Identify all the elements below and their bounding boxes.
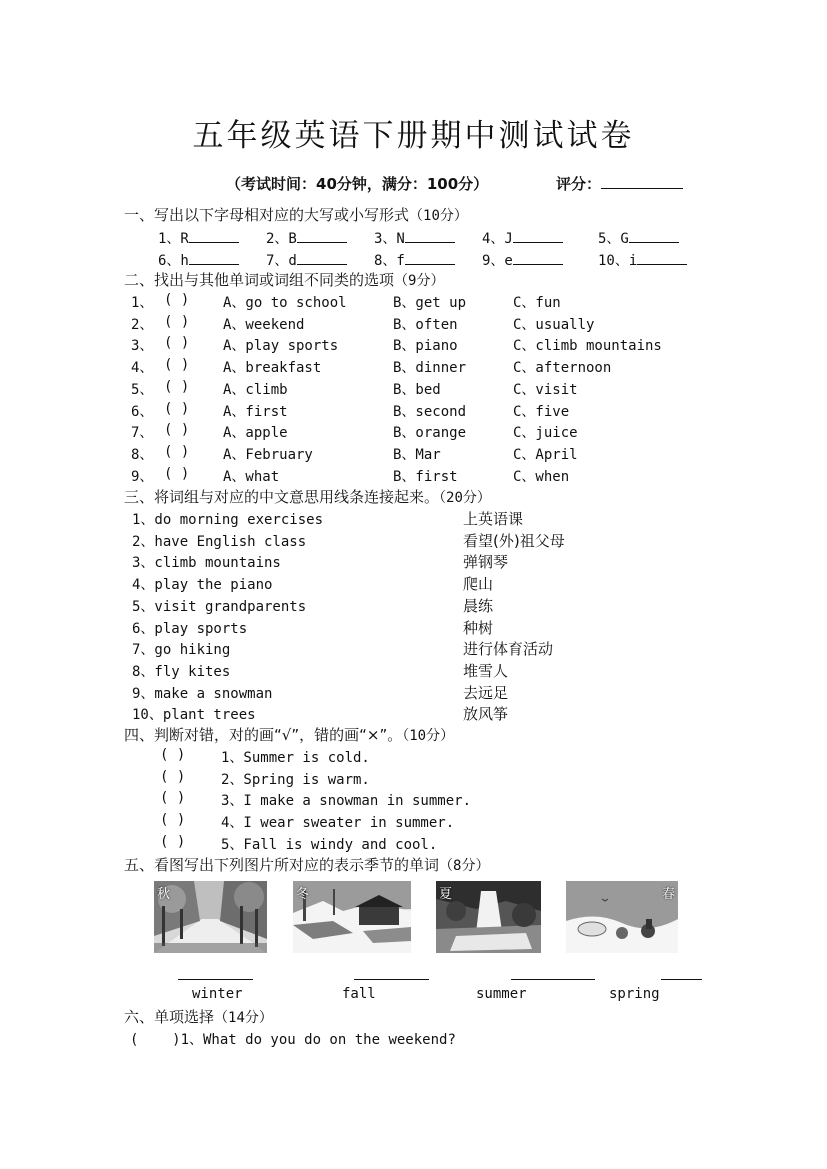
question-number: 5、 <box>131 381 154 398</box>
option-b: B、get up <box>393 295 467 311</box>
option-a: A、go to school <box>223 295 347 311</box>
question-number: 4、 <box>131 360 154 377</box>
option-a: A、play sports <box>223 338 339 355</box>
option-b: B、Mar <box>393 446 441 463</box>
tf-statement: 3、I make a snowman in summer. <box>221 793 472 810</box>
tf-answer-paren[interactable]: ( ) <box>160 790 186 807</box>
option-a: A、breakfast <box>223 360 322 377</box>
letter-text: 8、f <box>374 253 405 269</box>
letter-text: 3、N <box>374 231 405 247</box>
letter-item <box>598 228 679 248</box>
answer-blank-1[interactable] <box>178 979 253 980</box>
letter-text: 6、h <box>158 253 189 269</box>
match-english-item[interactable]: 8、fly kites <box>132 663 231 680</box>
answer-paren[interactable]: ( ) <box>164 357 190 374</box>
option-c: C、afternoon <box>513 360 612 377</box>
season-word-3: summer <box>476 986 527 1002</box>
letter-item <box>374 228 455 248</box>
letter-text: 1、R <box>158 231 189 247</box>
answer-paren[interactable]: ( ) <box>164 292 190 308</box>
answer-blank-2[interactable] <box>354 979 429 980</box>
tf-answer-paren[interactable]: ( ) <box>160 768 186 785</box>
option-a: A、apple <box>223 425 288 442</box>
picture-label-spring: 春 <box>661 887 675 902</box>
letter-blank[interactable] <box>405 250 455 265</box>
match-english-item[interactable]: 4、play the piano <box>132 577 273 594</box>
option-c: C、usually <box>513 316 595 333</box>
match-chinese-item[interactable]: 爬山 <box>463 575 494 594</box>
option-a: A、climb <box>223 381 288 398</box>
answer-paren[interactable]: ( ) <box>164 465 190 482</box>
option-c: C、five <box>513 403 570 420</box>
section-3-heading: 三、将词组与对应的中文意思用线条连接起来。（20分） <box>124 488 491 506</box>
option-b: B、first <box>393 468 458 485</box>
option-c: C、visit <box>513 381 578 398</box>
tf-statement: 1、Summer is cold. <box>221 750 370 766</box>
tf-statement: 4、I wear sweater in summer. <box>221 815 455 832</box>
option-b: B、often <box>393 316 458 333</box>
answer-paren[interactable]: ( ) <box>164 335 190 352</box>
match-chinese-item[interactable]: 堆雪人 <box>463 661 509 680</box>
summer-waterfall-photo <box>436 881 541 953</box>
answer-paren[interactable]: ( ) <box>164 378 190 395</box>
letter-item <box>598 250 687 270</box>
letter-item <box>482 228 563 248</box>
match-english-item[interactable]: 2、have English class <box>132 533 307 550</box>
match-english-item[interactable]: 7、go hiking <box>132 642 231 659</box>
choice-question: ( )1、What do you do on the weekend? <box>130 1032 456 1048</box>
option-c: C、when <box>513 468 570 485</box>
match-chinese-item[interactable]: 看望(外)祖父母 <box>463 531 565 550</box>
tf-statement: 5、Fall is windy and cool. <box>221 836 438 853</box>
letter-text: 10、i <box>598 253 638 269</box>
section-1-heading: 一、写出以下字母相对应的大写或小写形式（10分） <box>124 206 468 224</box>
question-number: 7、 <box>131 425 154 442</box>
option-c: C、fun <box>513 295 561 311</box>
match-chinese-item[interactable]: 上英语课 <box>463 510 524 528</box>
letter-item <box>158 228 239 248</box>
score-blank[interactable] <box>601 174 683 189</box>
match-english-item[interactable]: 3、climb mountains <box>132 555 281 572</box>
tf-statement: 2、Spring is warm. <box>221 771 370 788</box>
match-chinese-item[interactable]: 弹钢琴 <box>463 553 509 572</box>
season-word-4: spring <box>609 986 660 1002</box>
season-word-1: winter <box>192 986 243 1002</box>
tf-answer-paren[interactable]: ( ) <box>160 747 186 763</box>
option-c: C、climb mountains <box>513 338 662 355</box>
match-english-item[interactable]: 10、plant trees <box>132 707 256 724</box>
letter-text: 4、J <box>482 231 513 247</box>
match-english-item[interactable]: 9、make a snowman <box>132 685 273 702</box>
letter-text: 9、e <box>482 253 513 269</box>
page-title: 五年级英语下册期中测试试卷 <box>192 118 635 154</box>
option-a: A、weekend <box>223 316 305 333</box>
answer-paren[interactable]: ( ) <box>164 422 190 439</box>
match-english-item[interactable]: 5、visit grandparents <box>132 598 307 615</box>
answer-blank-4[interactable] <box>661 979 702 980</box>
season-word-2: fall <box>342 986 376 1002</box>
answer-paren[interactable]: ( ) <box>164 400 190 417</box>
option-b: B、bed <box>393 381 441 398</box>
letter-text: 2、B <box>266 231 297 247</box>
match-chinese-item[interactable]: 去远足 <box>463 683 509 702</box>
letter-blank[interactable] <box>637 250 687 265</box>
option-a: A、first <box>223 403 288 420</box>
match-chinese-item[interactable]: 种树 <box>463 618 494 637</box>
exam-info: （考试时间：40分钟，满分：100分） <box>226 175 489 193</box>
letter-item <box>482 250 563 270</box>
question-number: 9、 <box>131 468 154 485</box>
match-english-item[interactable]: 6、play sports <box>132 620 248 637</box>
question-number: 2、 <box>131 316 154 333</box>
tf-answer-paren[interactable]: ( ) <box>160 812 186 829</box>
score-label: 评分： <box>556 173 683 194</box>
option-c: C、juice <box>513 425 578 442</box>
section-6-heading: 六、单项选择（14分） <box>124 1008 273 1026</box>
letter-blank[interactable] <box>189 250 239 265</box>
section-5-heading: 五、看图写出下列图片所对应的表示季节的单词（8分） <box>124 856 490 874</box>
option-a: A、what <box>223 468 280 485</box>
letter-item <box>266 250 347 270</box>
option-b: B、dinner <box>393 360 467 377</box>
winter-cabin-photo <box>293 881 411 953</box>
match-english-item[interactable]: 1、do morning exercises <box>132 512 324 528</box>
letter-blank[interactable] <box>297 250 347 265</box>
letter-item <box>158 250 239 270</box>
spring-cartoon-photo <box>566 881 678 953</box>
answer-paren[interactable]: ( ) <box>130 1032 181 1048</box>
answer-paren[interactable]: ( ) <box>164 313 190 330</box>
picture-label-winter: 冬 <box>296 887 310 902</box>
letter-blank[interactable] <box>513 250 563 265</box>
letter-blank[interactable] <box>629 228 679 243</box>
option-b: B、orange <box>393 425 467 442</box>
option-a: A、February <box>223 446 313 463</box>
letter-item <box>266 228 347 248</box>
letter-blank[interactable] <box>297 228 347 243</box>
letter-blank[interactable] <box>189 228 239 243</box>
autumn-road-photo <box>154 881 267 953</box>
letter-text: 5、G <box>598 231 629 247</box>
match-chinese-item[interactable]: 放风筝 <box>463 705 509 724</box>
answer-blank-3[interactable] <box>511 979 595 980</box>
letter-item <box>374 250 455 270</box>
match-chinese-item[interactable]: 晨练 <box>463 596 494 615</box>
picture-label-summer: 夏 <box>439 887 453 902</box>
letter-blank[interactable] <box>513 228 563 243</box>
tf-answer-paren[interactable]: ( ) <box>160 833 186 850</box>
question-number: 6、 <box>131 403 154 420</box>
option-b: B、second <box>393 403 467 420</box>
picture-label-autumn: 秋 <box>157 887 171 902</box>
letter-text: 7、d <box>266 253 297 269</box>
section-2-heading: 二、找出与其他单词或词组不同类的选项（9分） <box>124 271 445 289</box>
answer-paren[interactable]: ( ) <box>164 443 190 460</box>
option-c: C、April <box>513 446 578 463</box>
question-number: 1、 <box>131 295 154 311</box>
match-chinese-item[interactable]: 进行体育活动 <box>463 640 554 659</box>
question-number: 8、 <box>131 446 154 463</box>
letter-blank[interactable] <box>405 228 455 243</box>
option-b: B、piano <box>393 338 458 355</box>
section-4-heading: 四、判断对错，对的画“√”，错的画“×”。（10分） <box>124 726 455 744</box>
question-number: 3、 <box>131 338 154 355</box>
